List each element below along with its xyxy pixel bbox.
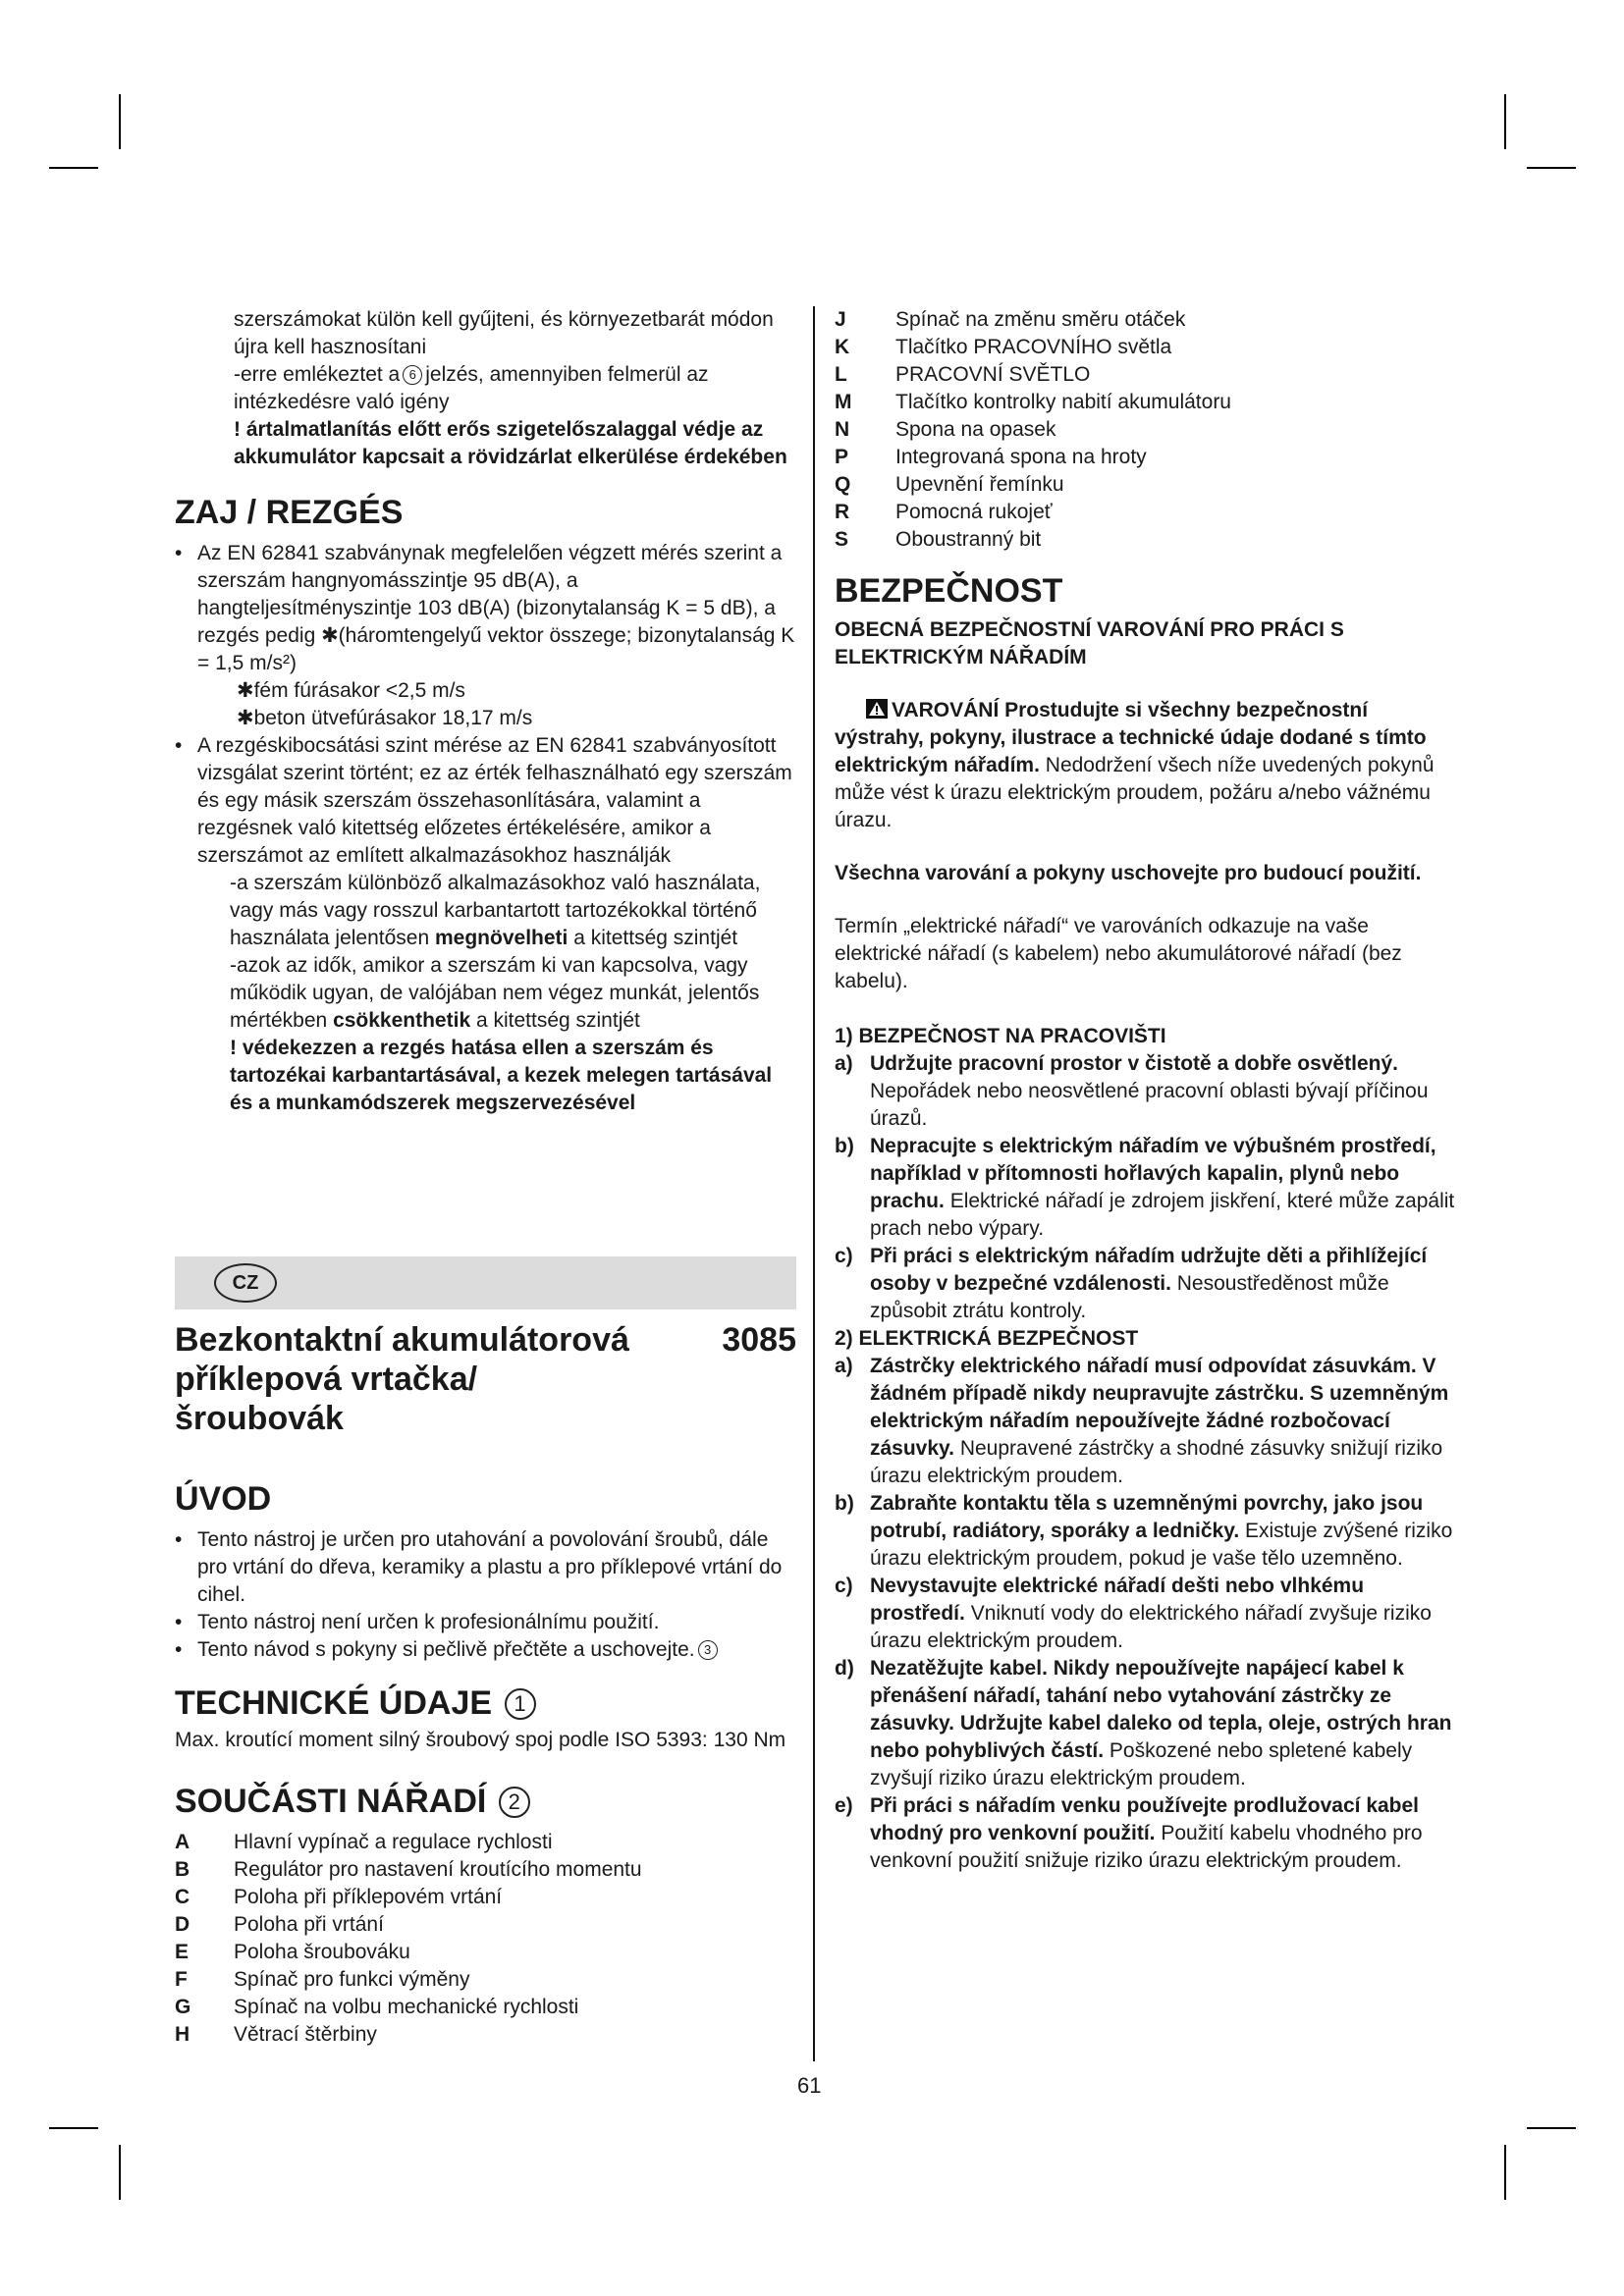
list-item: P Integrovaná spona na hroty bbox=[835, 446, 1147, 468]
list-item: F Spínač pro funkci výměny bbox=[175, 1968, 470, 1991]
column-divider bbox=[813, 306, 815, 2061]
list-item: • Tento nástroj není určen k profesionálnímu použití. bbox=[175, 1609, 796, 1636]
page-number: 61 bbox=[797, 2073, 822, 2098]
right-column bbox=[835, 306, 1458, 1875]
list-item: L PRACOVNÍ SVĚTLO bbox=[835, 363, 1091, 386]
list-item: b) Nepracujte s elektrickým nářadím ve výbušném prostředí, například v přítomnosti hořlavých kapalin, plynů nebo prachu. Elektrické nářadí je zdrojem jiskření, které může zapálit prach nebo výpary. bbox=[835, 1135, 1455, 1240]
product-title: Bezkontaktní akumulátorová příklepová vrtačka/šroubovák bbox=[175, 1321, 629, 1437]
list-item: J Spínač na změnu směru otáček bbox=[835, 308, 1186, 331]
list-item: M Tlačítko kontrolky nabití akumulátoru bbox=[835, 391, 1231, 413]
parts-list-left bbox=[175, 1829, 796, 2049]
crop-mark bbox=[119, 94, 121, 149]
vibration-note-2: -azok az idők, amikor a szerszám ki van kapcsolva, vagy működik ugyan, de valójában nem végez munkát, jelentős mértékben csökkenthetik a kitettség szintjét bbox=[230, 954, 760, 1032]
list-item: b) Zabraňte kontaktu těla s uzemněnými povrchy, jako jsou potrubí, radiátory, sporáky a ledničky. Existuje zvýšené riziko úrazu elektrickým proudem, pokud je vaše tělo uzemněno. bbox=[835, 1492, 1453, 1570]
crop-mark bbox=[1527, 167, 1576, 169]
list-item: N Spona na opasek bbox=[835, 418, 1056, 441]
left-column bbox=[175, 306, 796, 1117]
subheading-general-safety: OBECNÁ BEZPEČNOSTNÍ VAROVÁNÍ PRO PRÁCI S ELEKTRICKÝM NÁŘADÍM bbox=[835, 618, 1344, 668]
product-number: 3085 bbox=[722, 1321, 796, 1359]
tech-spec-text: Max. kroutící moment silný šroubový spoj podle ISO 5393: 130 Nm bbox=[175, 1729, 786, 1751]
list-item: • Tento návod s pokyny si pečlivě přečtěte a uschovejte. 3 bbox=[175, 1636, 796, 1664]
list-item: H Větrací štěrbiny bbox=[175, 2023, 377, 2046]
list-item: c) Při práci s elektrickým nářadím udržujte děti a přihlížející osoby v bezpečné vzdálenosti. Nesoustředěnost může způsobit ztrátu kontroly. bbox=[835, 1245, 1428, 1322]
crop-mark bbox=[49, 167, 98, 169]
list-item: e) Při práci s nářadím venku používejte prodlužovací kabel vhodný pro venkovní použití. Použití kabelu vhodného pro venkovní použití snižuje riziko úrazu elektrickým proudem. bbox=[835, 1794, 1423, 1872]
language-badge: CZ bbox=[214, 1263, 277, 1303]
vibration-note-1: -a szerszám különböző alkalmazásokhoz való használata, vagy más vagy rosszul karbantartott tartozékokkal történő használata jelentősen megnövelheti a kitettség szintjét bbox=[230, 872, 761, 949]
parts-list-right bbox=[835, 306, 1458, 554]
vibration-value-metal: ✱fém fúrásakor <2,5 m/s bbox=[237, 679, 465, 702]
list-item: • Tento nástroj je určen pro utahování a povolování šroubů, dále pro vrtání do dřeva, keramiky a plastu a pro příklepové vrtání do cihel. bbox=[175, 1526, 796, 1609]
list-item: R Pomocná rukojeť bbox=[835, 501, 1053, 523]
heading-soucasti-naradi: SOUČÁSTI NÁŘADÍ 2 bbox=[175, 1782, 796, 1821]
list-item: K Tlačítko PRACOVNÍHO světla bbox=[835, 336, 1172, 358]
keep-instructions: Všechna varování a pokyny uschovejte pro budoucí použití. bbox=[835, 862, 1422, 884]
heading-technicke-udaje: TECHNICKÉ ÚDAJE 1 bbox=[175, 1683, 796, 1723]
list-item: • A rezgéskibocsátási szint mérése az EN 62841 szabványosított vizsgálat szerint történt; ez az érték felhasználható egy szerszám és egy másik szerszám összehasonlítására, valamint a rezgésnek való kitettség előzetes értékelésére, amikor a szerszámot az említett alkalmazásokhoz használják bbox=[175, 732, 796, 870]
list-item: A Hlavní vypínač a regulace rychlosti bbox=[175, 1831, 553, 1853]
heading-bezpecnost: BEZPEČNOST bbox=[835, 572, 1063, 610]
warning-triangle-icon bbox=[866, 699, 888, 719]
disposal-text: szerszámokat külön kell gyűjteni, és környezetbarát módon újra kell hasznosítani bbox=[234, 308, 774, 358]
list-item: E Poloha šroubováku bbox=[175, 1941, 410, 1963]
list-item: C Poloha při příklepovém vrtání bbox=[175, 1886, 503, 1908]
section-electrical-title: 2) ELEKTRICKÁ BEZPEČNOST bbox=[835, 1327, 1139, 1350]
disposal-warning: ! ártalmatlanítás előtt erős szigetelőszalaggal védje az akkumulátor kapcsait a rövidzárlat elkerülése érdekében bbox=[234, 418, 787, 468]
vibration-warning: ! védekezzen a rezgés hatása ellen a szerszám és tartozékai karbantartásával, a kezek melegen tartásával és a munkamódszerek megszervezésével bbox=[230, 1037, 773, 1114]
list-item: Q Upevnění řemínku bbox=[835, 473, 1064, 496]
list-item: S Oboustranný bit bbox=[835, 528, 1042, 551]
list-item: D Poloha při vrtání bbox=[175, 1913, 384, 1936]
crop-mark bbox=[119, 2145, 121, 2200]
circled-number-icon: 1 bbox=[505, 1688, 536, 1720]
list-item: a) Udržujte pracovní prostor v čistotě a dobře osvětlený. Nepořádek nebo neosvětlené pracovní oblasti bývají příčinou úrazů. bbox=[835, 1052, 1429, 1130]
language-bar bbox=[175, 1256, 796, 1309]
electrical-list bbox=[835, 1353, 1458, 1875]
list-item: c) Nevystavujte elektrické nářadí dešti nebo vlhkému prostředí. Vniknutí vody do elektrického nářadí zvyšuje riziko úrazu elektrickým proudem. bbox=[835, 1575, 1432, 1652]
vibration-value-concrete: ✱beton ütvefúrásakor 18,17 m/s bbox=[237, 707, 533, 729]
list-item: d) Nezatěžujte kabel. Nikdy nepoužívejte napájecí kabel k přenášení nářadí, tahání nebo vytahování zástrčky ze zásuvky. Udržujte kabel daleko od tepla, oleje, ostrých hran nebo pohyblivých částí. Poškozené nebo spletené kabely zvyšují riziko úrazu elektrickým proudem. bbox=[835, 1657, 1452, 1789]
list-item: a) Zástrčky elektrického nářadí musí odpovídat zásuvkám. V žádném případě nikdy neupravujte zástrčku. S uzemněným elektrickým nářadím nepoužívejte žádné rozbočovací zásuvky. Neupravené zástrčky a shodné zásuvky snižují riziko úrazu elektrickým proudem. bbox=[835, 1355, 1449, 1487]
general-warning: VAROVÁNÍ Prostudujte si všechny bezpečnostní výstrahy, pokyny, ilustrace a technické údaje dodané s tímto elektrickým nářadím. Nedodržení všech níže uvedených pokynů může vést k úrazu elektrickým proudem, požáru a/nebo vážnému úrazu. bbox=[835, 699, 1435, 831]
disposal-reminder: -erre emlékeztet a 6 jelzés, amennyiben felmerül az intézkedésre való igény bbox=[234, 363, 709, 413]
left-column-lower bbox=[175, 1320, 796, 2049]
list-item: G Spínač na volbu mechanické rychlosti bbox=[175, 1996, 579, 2018]
circled-number-icon: 2 bbox=[499, 1787, 530, 1818]
work-area-list bbox=[835, 1050, 1458, 1325]
circled-number-icon: 6 bbox=[403, 365, 422, 385]
heading-zaj-rezges: ZAJ / REZGÉS bbox=[175, 494, 404, 531]
crop-mark bbox=[1504, 2145, 1506, 2200]
term-definition: Termín „elektrické nářadí“ ve varováních odkazuje na vaše elektrické nářadí (s kabelem) nebo akumulátorové nářadí (bez kabelu). bbox=[835, 915, 1402, 992]
section-work-area-title: 1) BEZPEČNOST NA PRACOVIŠTI bbox=[835, 1025, 1166, 1047]
crop-mark bbox=[49, 2127, 98, 2129]
heading-uvod: ÚVOD bbox=[175, 1480, 272, 1518]
circled-number-icon: 3 bbox=[698, 1640, 718, 1660]
crop-mark bbox=[1527, 2127, 1576, 2129]
list-item: • Az EN 62841 szabványnak megfelelően végzett mérés szerint a szerszám hangnyomásszintje 95 dB(A), a hangteljesítményszintje 103 dB(A) (bizonytalanság K = 5 dB), a rezgés pedig ✱(háromtengelyű vektor összege; bizonytalanság K = 1,5 m/s²) bbox=[175, 540, 796, 677]
list-item: B Regulátor pro nastavení kroutícího momentu bbox=[175, 1858, 642, 1881]
crop-mark bbox=[1504, 94, 1506, 149]
